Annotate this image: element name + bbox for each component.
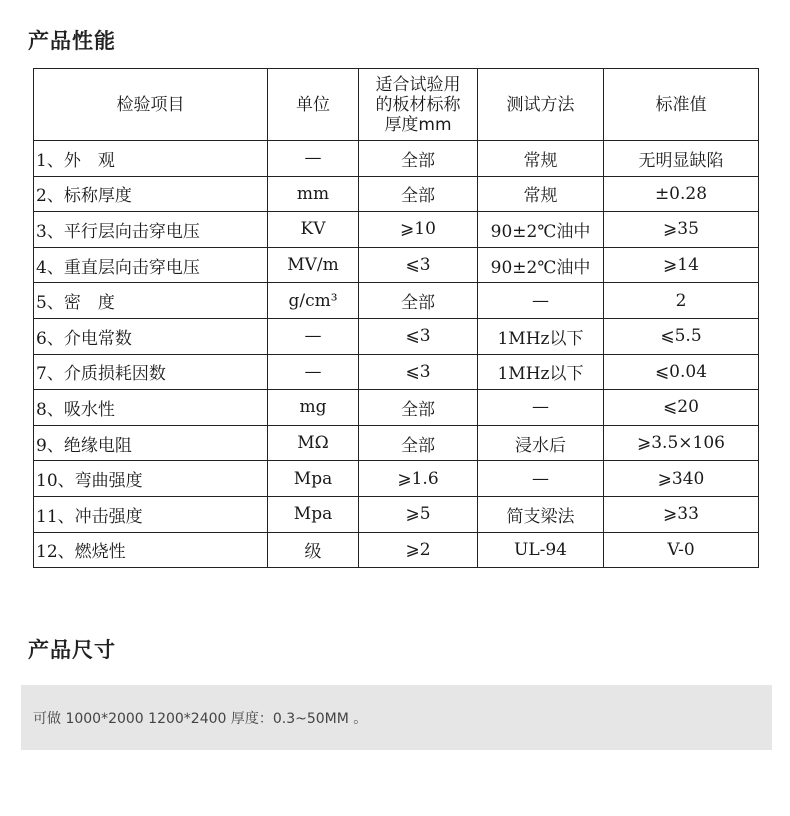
cell-test-method: 常规 xyxy=(478,141,604,177)
table-row xyxy=(34,176,759,212)
cell-test-method: 常规 xyxy=(478,176,604,212)
cell-test-method: — xyxy=(478,461,604,497)
cell-standard-value: ⩽5.5 xyxy=(604,318,759,354)
table-row xyxy=(34,496,759,532)
cell-unit: — xyxy=(268,318,359,354)
size-note-text: 可做 1000*2000 1200*2400 厚度：0.3~50MM 。 xyxy=(33,711,368,727)
cell-standard-value: ⩾35 xyxy=(604,212,759,248)
cell-test-item: 7、介质损耗因数 xyxy=(34,354,268,390)
cell-standard-value: ⩽0.04 xyxy=(604,354,759,390)
cell-standard-value: 无明显缺陷 xyxy=(604,141,759,177)
cell-unit: mm xyxy=(268,176,359,212)
cell-test-item: 10、弯曲强度 xyxy=(34,461,268,497)
size-section-title: 产品尺寸 xyxy=(28,638,116,662)
header-test-method: 测试方法 xyxy=(478,69,604,141)
table-row xyxy=(34,461,759,497)
cell-nominal-thickness: 全部 xyxy=(359,176,478,212)
cell-test-item: 2、标称厚度 xyxy=(34,176,268,212)
table-row xyxy=(34,141,759,177)
header-standard-value: 标准值 xyxy=(604,69,759,141)
table-row xyxy=(34,283,759,319)
cell-test-method: — xyxy=(478,283,604,319)
cell-standard-value: ⩾340 xyxy=(604,461,759,497)
performance-spec-table xyxy=(33,68,759,568)
table-body xyxy=(34,141,759,568)
cell-nominal-thickness: ⩾1.6 xyxy=(359,461,478,497)
header-test-item: 检验项目 xyxy=(34,69,268,141)
cell-test-item: 4、重直层向击穿电压 xyxy=(34,247,268,283)
cell-test-item: 5、密 度 xyxy=(34,283,268,319)
cell-unit: KV xyxy=(268,212,359,248)
cell-nominal-thickness: 全部 xyxy=(359,141,478,177)
size-note-panel xyxy=(21,685,772,750)
cell-unit: MV/m xyxy=(268,247,359,283)
header-nominal-thickness xyxy=(359,69,478,141)
cell-test-method: UL-94 xyxy=(478,532,604,568)
cell-test-item: 1、外 观 xyxy=(34,141,268,177)
cell-standard-value: ⩾3.5×106 xyxy=(604,425,759,461)
cell-test-item: 12、燃烧性 xyxy=(34,532,268,568)
performance-section-title: 产品性能 xyxy=(28,29,116,53)
header-thickness-line: 适合试验用 xyxy=(375,74,461,95)
cell-unit: — xyxy=(268,354,359,390)
cell-test-item: 8、吸水性 xyxy=(34,390,268,426)
header-unit: 单位 xyxy=(268,69,359,141)
cell-test-method: 1MHz以下 xyxy=(478,318,604,354)
cell-test-method: 简支梁法 xyxy=(478,496,604,532)
cell-unit: — xyxy=(268,141,359,177)
table-row xyxy=(34,425,759,461)
cell-unit: Mpa xyxy=(268,461,359,497)
cell-unit: 级 xyxy=(268,532,359,568)
cell-standard-value: ⩽20 xyxy=(604,390,759,426)
table-header-row xyxy=(34,69,759,141)
table-row xyxy=(34,354,759,390)
cell-test-item: 3、平行层向击穿电压 xyxy=(34,212,268,248)
table-row xyxy=(34,390,759,426)
cell-nominal-thickness: ⩾2 xyxy=(359,532,478,568)
table-row xyxy=(34,318,759,354)
table-row xyxy=(34,532,759,568)
header-thickness-line: 厚度mm xyxy=(384,114,452,135)
cell-test-method: 90±2℃油中 xyxy=(478,212,604,248)
cell-unit: Mpa xyxy=(268,496,359,532)
cell-unit: MΩ xyxy=(268,425,359,461)
cell-nominal-thickness: ⩾5 xyxy=(359,496,478,532)
cell-test-item: 6、介电常数 xyxy=(34,318,268,354)
cell-unit: g/cm³ xyxy=(268,283,359,319)
cell-test-method: 90±2℃油中 xyxy=(478,247,604,283)
cell-standard-value: ±0.28 xyxy=(604,176,759,212)
cell-test-method: 浸水后 xyxy=(478,425,604,461)
cell-nominal-thickness: 全部 xyxy=(359,283,478,319)
cell-test-item: 11、冲击强度 xyxy=(34,496,268,532)
cell-nominal-thickness: 全部 xyxy=(359,425,478,461)
cell-standard-value: V-0 xyxy=(604,532,759,568)
cell-nominal-thickness: ⩽3 xyxy=(359,354,478,390)
cell-test-item: 9、绝缘电阻 xyxy=(34,425,268,461)
cell-nominal-thickness: ⩽3 xyxy=(359,318,478,354)
cell-unit: mg xyxy=(268,390,359,426)
header-thickness-line: 的板材标称 xyxy=(375,94,461,115)
cell-test-method: — xyxy=(478,390,604,426)
cell-nominal-thickness: ⩾10 xyxy=(359,212,478,248)
cell-test-method: 1MHz以下 xyxy=(478,354,604,390)
cell-nominal-thickness: ⩽3 xyxy=(359,247,478,283)
table-row xyxy=(34,247,759,283)
cell-nominal-thickness: 全部 xyxy=(359,390,478,426)
cell-standard-value: 2 xyxy=(604,283,759,319)
cell-standard-value: ⩾14 xyxy=(604,247,759,283)
cell-standard-value: ⩾33 xyxy=(604,496,759,532)
table-row xyxy=(34,212,759,248)
